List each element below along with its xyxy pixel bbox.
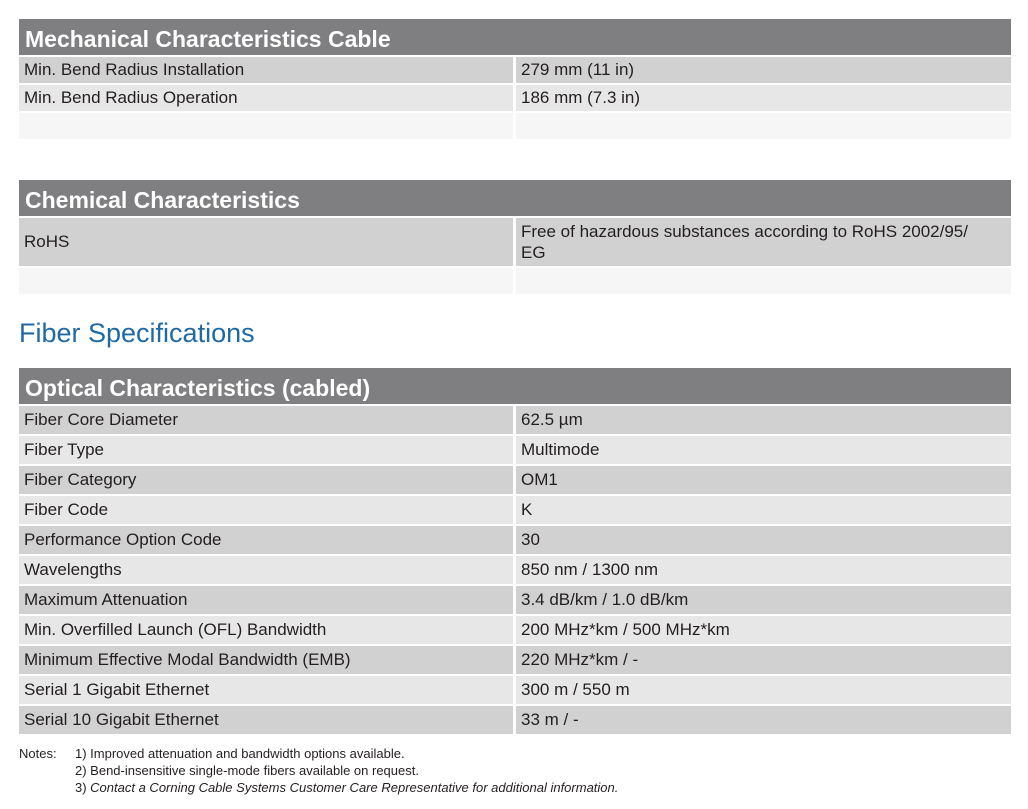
row-label: Serial 1 Gigabit Ethernet (19, 676, 513, 704)
row-value: 220 MHz*km / - (516, 646, 1011, 674)
table-row (19, 646, 1011, 674)
table-row (19, 436, 1011, 464)
row-value: 279 mm (11 in) (516, 57, 1011, 83)
row-value: 186 mm (7.3 in) (516, 85, 1011, 111)
row-label: Maximum Attenuation (19, 586, 513, 614)
row-label: Minimum Effective Modal Bandwidth (EMB) (19, 646, 513, 674)
chemical-section (19, 180, 1011, 294)
table-row (19, 586, 1011, 614)
row-value: Multimode (516, 436, 1011, 464)
row-label: Fiber Category (19, 466, 513, 494)
note-item: 2) Bend-insensitive single-mode fibers available on request. (75, 763, 419, 778)
note-prefix: 3) (75, 780, 91, 795)
table-row (19, 57, 1011, 83)
blank-row (19, 113, 1011, 139)
note-item (75, 780, 618, 795)
mechanical-title: Mechanical Characteristics Cable (19, 19, 1011, 57)
row-value: 3.4 dB/km / 1.0 dB/km (516, 586, 1011, 614)
table-row (19, 496, 1011, 524)
row-label: Fiber Type (19, 436, 513, 464)
notes-label: Notes: (19, 746, 57, 761)
row-label: Serial 10 Gigabit Ethernet (19, 706, 513, 734)
row-label: Wavelengths (19, 556, 513, 584)
mechanical-section (19, 19, 1011, 139)
row-value (516, 218, 1011, 266)
row-value: 850 nm / 1300 nm (516, 556, 1011, 584)
table-row (19, 526, 1011, 554)
row-value-line: Free of hazardous substances according to RoHS 2002/95/ (521, 222, 968, 241)
table-row (19, 85, 1011, 111)
table-row (19, 406, 1011, 434)
row-value: K (516, 496, 1011, 524)
row-value: OM1 (516, 466, 1011, 494)
row-label: Min. Bend Radius Operation (19, 85, 513, 111)
table-row (19, 466, 1011, 494)
table-row (19, 706, 1011, 734)
table-row (19, 218, 1011, 266)
optical-section (19, 368, 1011, 734)
row-value: 200 MHz*km / 500 MHz*km (516, 616, 1011, 644)
fiber-specifications-heading: Fiber Specifications (19, 318, 255, 348)
table-row (19, 676, 1011, 704)
blank-row (19, 268, 1011, 294)
row-value: 33 m / - (516, 706, 1011, 734)
optical-title: Optical Characteristics (cabled) (19, 368, 1011, 406)
table-row (19, 616, 1011, 644)
note-italic-text: Contact a Corning Cable Systems Customer Care Representative for additional information. (90, 780, 619, 795)
row-label: Fiber Code (19, 496, 513, 524)
row-label: Min. Overfilled Launch (OFL) Bandwidth (19, 616, 513, 644)
row-value: 62.5 µm (516, 406, 1011, 434)
row-value-line: EG (521, 243, 546, 262)
row-value: 300 m / 550 m (516, 676, 1011, 704)
note-item: 1) Improved attenuation and bandwidth options available. (75, 746, 405, 761)
row-label: RoHS (19, 218, 513, 266)
row-label: Min. Bend Radius Installation (19, 57, 513, 83)
chemical-title: Chemical Characteristics (19, 180, 1011, 218)
row-value: 30 (516, 526, 1011, 554)
row-label: Fiber Core Diameter (19, 406, 513, 434)
table-row (19, 556, 1011, 584)
row-label: Performance Option Code (19, 526, 513, 554)
